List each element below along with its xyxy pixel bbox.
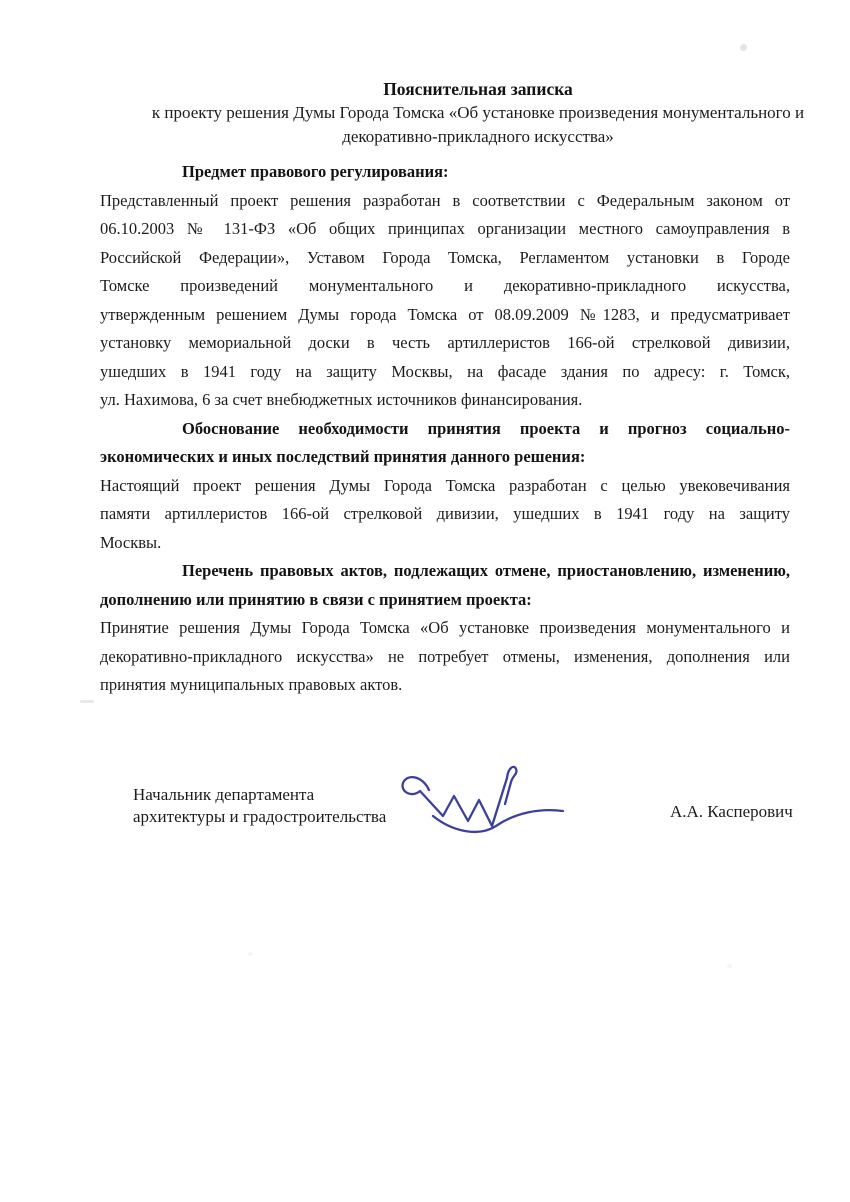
text-line: утвержденным решением Думы города Томска от 08.09.2009 №1283, и предусматривает xyxy=(100,304,790,324)
document-title: Пояснительная записка xyxy=(383,79,573,99)
text-line: Представленный проект решения разработан в соответствии с Федеральным законом от xyxy=(100,190,790,210)
section-heading: Предмет правового регулирования: xyxy=(182,162,449,181)
text-line: принятия муниципальных правовых актов. xyxy=(100,675,403,694)
document-subtitle-line: к проекту решения Думы Города Томска «Об установке произведения монументального и xyxy=(151,103,805,122)
signatory-position-line: Начальник департамента xyxy=(133,785,315,804)
text-line: Настоящий проект решения Думы Города Томска разработан с целью увековечивания xyxy=(100,475,790,495)
text-line: ул. Нахимова, 6 за счет внебюджетных источников финансирования. xyxy=(100,390,583,409)
text-line: Москвы. xyxy=(100,532,162,552)
text-line: ушедших в 1941 году на защиту Москвы, на фасаде здания по адресу: г. Томск, xyxy=(100,361,790,381)
handwritten-signature-icon xyxy=(393,760,573,844)
text-line: декоративно-прикладного искусства» не потребует отмены, изменения, дополнения или xyxy=(100,646,790,666)
scan-artifact xyxy=(740,44,747,51)
section-heading: Перечень правовых актов, подлежащих отмене, приостановлению, изменению, xyxy=(182,561,790,580)
signature-block xyxy=(100,784,793,884)
text-line: Томске произведений монументального и декоративно-прикладного искусства, xyxy=(100,276,790,295)
text-line: памяти артиллеристов 166-ой стрелковой дивизии, ушедших в 1941 году на защиту xyxy=(100,504,790,523)
signature-stroke xyxy=(403,767,517,826)
section-heading: экономических и иных последствий принятия данного решения: xyxy=(100,447,586,466)
document-header xyxy=(118,78,838,149)
signatory-position-line: архитектуры и градостроительства xyxy=(133,807,387,826)
text-line: Российской Федерации», Уставом Города Томска, Регламентом установки в Городе xyxy=(100,247,790,267)
text-line: Принятие решения Думы Города Томска «Об установке произведения монументального и xyxy=(100,618,790,637)
section-heading: Обоснование необходимости принятия проекта и прогноз социально- xyxy=(182,418,790,438)
signature-stroke xyxy=(433,810,563,832)
scan-artifact xyxy=(248,952,253,956)
document-body xyxy=(100,158,790,700)
scan-artifact xyxy=(727,964,732,968)
section-heading: дополнению или принятию в связи с принятием проекта: xyxy=(100,589,532,609)
signatory-name: А.А. Касперович xyxy=(670,802,793,821)
text-line: 06.10.2003 № 131-ФЗ «Об общих принципах организации местного самоуправления в xyxy=(100,219,790,238)
text-line: установку мемориальной доски в честь артиллеристов 166-ой стрелковой дивизии, xyxy=(100,333,790,352)
document-subtitle-line: декоративно-прикладного искусства» xyxy=(342,127,614,146)
scan-artifact xyxy=(80,700,94,703)
